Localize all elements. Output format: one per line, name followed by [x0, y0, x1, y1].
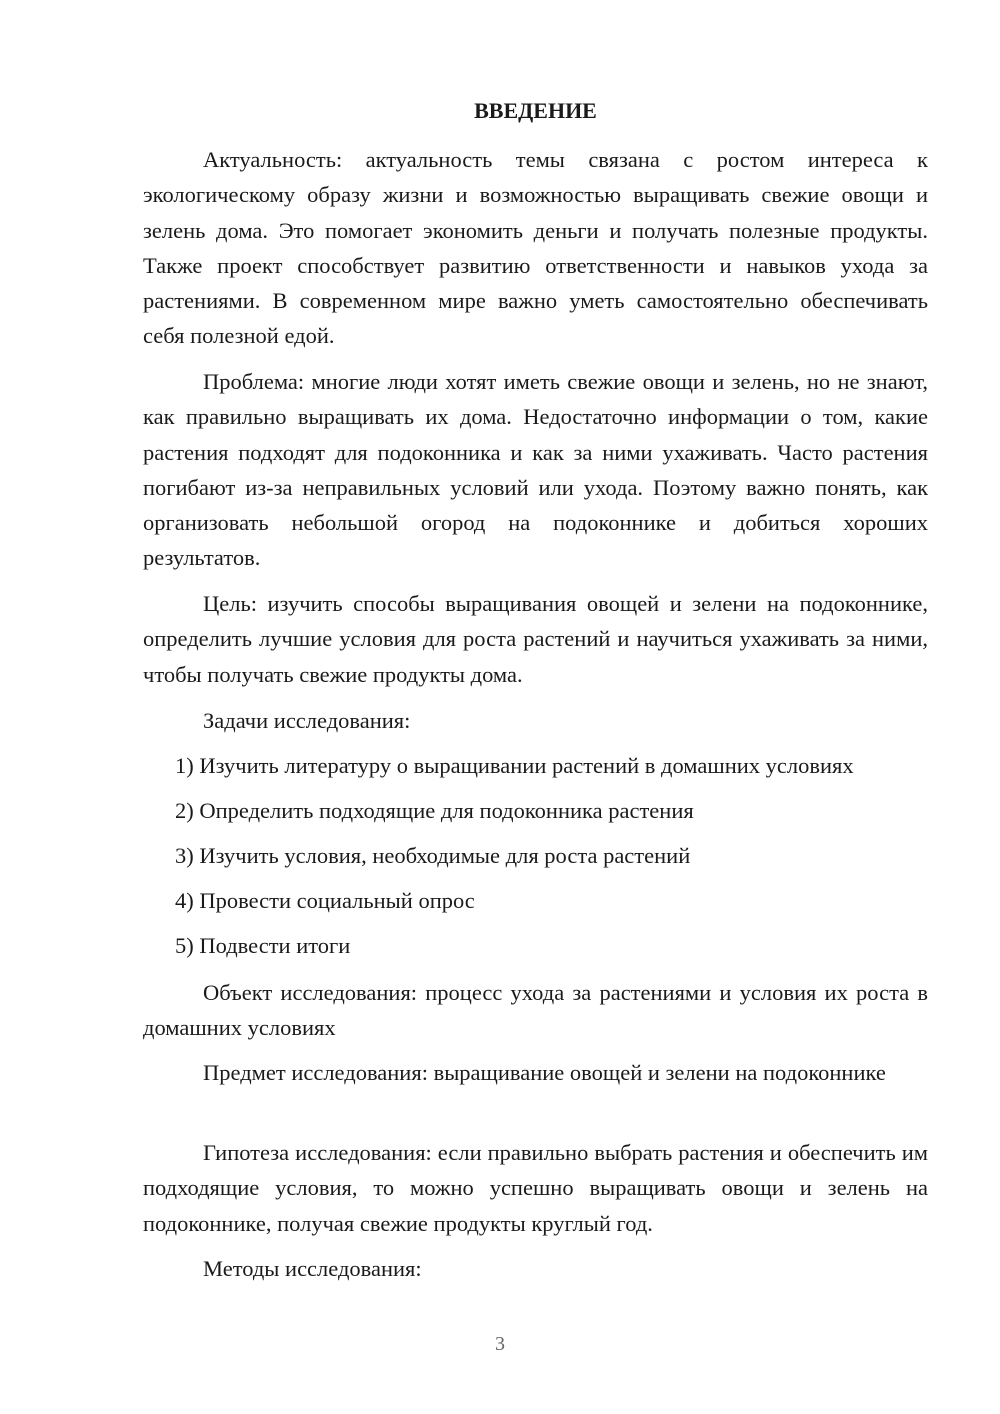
subject-paragraph: Предмет исследования: выращивание овощей и зелени на подоконнике [203, 1060, 886, 1085]
task-item-2: 2) Определить подходящие для подоконника растения [175, 798, 694, 823]
task-item-5: 5) Подвести итоги [175, 933, 351, 958]
tasks-heading: Задачи исследования: [203, 708, 411, 733]
relevance-paragraph: Актуальность: актуальность темы связана с ростом интереса к экологическому образу жизни и возможностью выращивать свежие овощи и зелень дома. Это помогает экономить деньги и получать полезные продукты. Также проект способствует развитию ответственности и навыков ухода за растениями. В современном мире важно уметь самостоятельно обеспечивать себя полезной едой. [143, 147, 928, 349]
page-number: 3 [495, 1333, 505, 1355]
task-item-1: 1) Изучить литературу о выращивании растений в домашних условиях [175, 753, 854, 778]
object-paragraph: Объект исследования: процесс ухода за растениями и условия их роста в домашних условиях [143, 980, 928, 1041]
methods-heading: Методы исследования: [203, 1256, 422, 1281]
hypothesis-paragraph: Гипотеза исследования: если правильно выбрать растения и обеспечить им подходящие условия, то можно успешно выращивать овощи и зелень на подоконнике, получая свежие продукты круглый год. [143, 1140, 928, 1236]
page-title: ВВЕДЕНИЕ [474, 98, 597, 123]
task-item-3: 3) Изучить условия, необходимые для роста растений [175, 843, 691, 868]
task-item-4: 4) Провести социальный опрос [175, 888, 475, 913]
goal-paragraph: Цель: изучить способы выращивания овощей и зелени на подоконнике, определить лучшие условия для роста растений и научиться ухаживать за ними, чтобы получать свежие продукты дома. [143, 591, 928, 687]
problem-paragraph: Проблема: многие люди хотят иметь свежие овощи и зелень, но не знают, как правильно выращивать их дома. Недостаточно информации о том, какие растения подходят для подоконника и как за ними ухаживать. Часто растения погибают из-за неправильных условий или ухода. Поэтому важно понять, как организовать небольшой огород на подоконнике и добиться хороших результатов. [143, 369, 928, 571]
